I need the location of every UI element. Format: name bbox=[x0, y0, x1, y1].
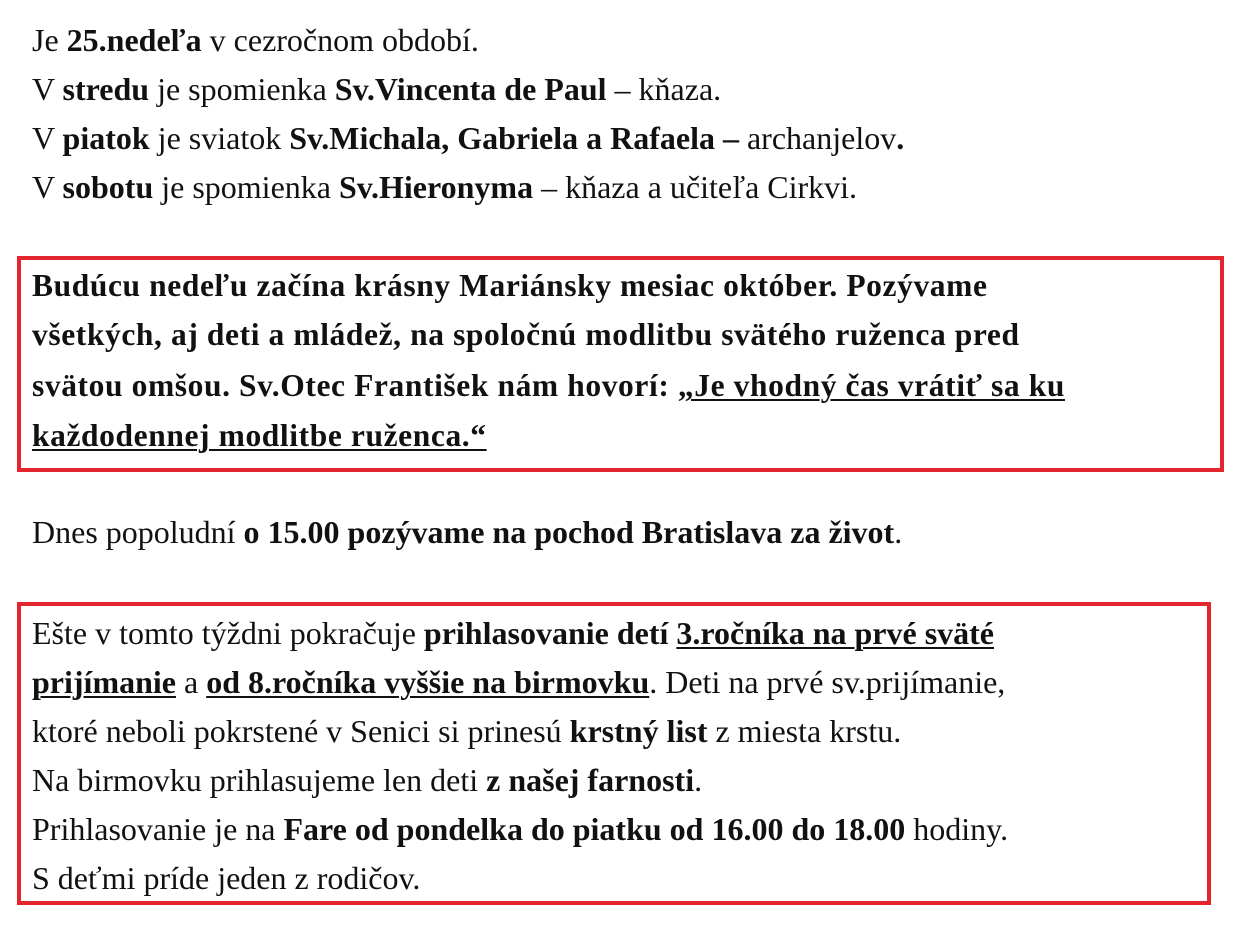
registration-line-6: S deťmi príde jeden z rodičov. bbox=[32, 860, 421, 896]
registration-line-3: ktoré neboli pokrstené v Senici si prinesú krstný list z miesta krstu. bbox=[32, 713, 902, 749]
liturgy-line-3: V piatok je sviatok Sv.Michala, Gabriela a Rafaela – archanjelov. bbox=[32, 120, 905, 156]
march-announcement: Dnes popoludní o 15.00 pozývame na pochod Bratislava za život. bbox=[32, 514, 903, 550]
liturgy-line-2: V stredu je spomienka Sv.Vincenta de Paul – kňaza. bbox=[32, 71, 722, 107]
liturgy-line-4: V sobotu je spomienka Sv.Hieronyma – kňaza a učiteľa Cirkvi. bbox=[32, 169, 858, 205]
registration-line-4: Na birmovku prihlasujeme len deti z našej farnosti. bbox=[32, 762, 703, 798]
liturgy-line-1: Je 25.nedeľa v cezročnom období. bbox=[32, 22, 479, 58]
registration-line-2: prijímanie a od 8.ročníka vyššie na birmovku. Deti na prvé sv.prijímanie, bbox=[32, 664, 1006, 700]
rosary-line-3: svätou omšou. Sv.Otec František nám hovorí: „Je vhodný čas vrátiť sa ku bbox=[32, 368, 1065, 403]
rosary-line-1: Budúcu nedeľu začína krásny Mariánsky mesiac október. Pozývame bbox=[32, 268, 988, 303]
rosary-line-4: každodennej modlitbe ruženca.“ bbox=[32, 418, 487, 453]
registration-line-5: Prihlasovanie je na Fare od pondelka do piatku od 16.00 do 18.00 hodiny. bbox=[32, 811, 1009, 847]
rosary-line-2: všetkých, aj deti a mládež, na spoločnú modlitbu svätého ruženca pred bbox=[32, 317, 1020, 352]
registration-line-1: Ešte v tomto týždni pokračuje prihlasovanie detí 3.ročníka na prvé sväté bbox=[32, 615, 994, 651]
